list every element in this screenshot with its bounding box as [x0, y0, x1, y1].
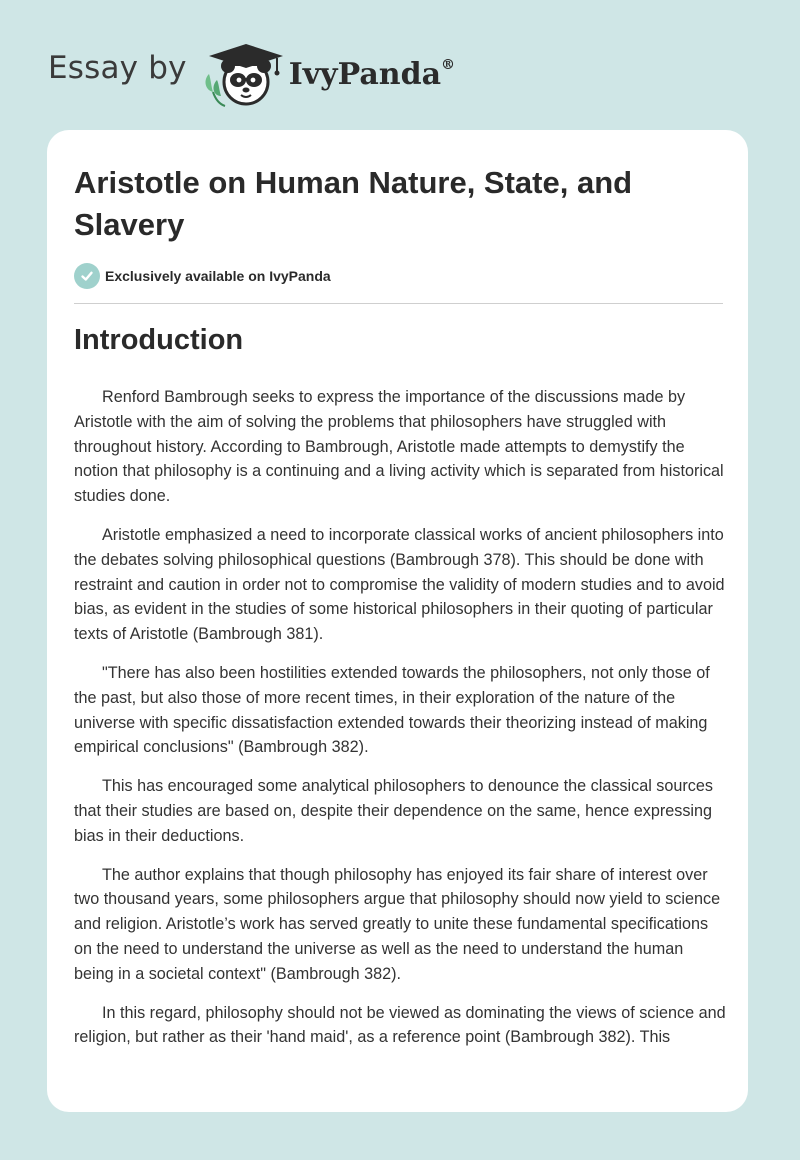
essay-body: [74, 385, 726, 1064]
paragraph: Renford Bambrough seeks to express the importance of the discussions made by Aristotle with the aim of solving the problems that philosophers have struggled with throughout history. According to Bambrough, Aristotle made attempts to demystify the notion that philosophy is a continuing and a living activity which is separated from historical studies done.: [74, 388, 724, 506]
exclusive-label: Exclusively available on IvyPanda: [105, 268, 331, 284]
brand-name-text: IvyPanda: [288, 56, 442, 92]
section-heading: Introduction: [74, 324, 244, 356]
essay-title: Aristotle on Human Nature, State, and Slavery: [74, 165, 633, 242]
registered-mark: ®: [441, 56, 456, 73]
paragraph: This has encouraged some analytical philosophers to denounce the classical sources that their studies are based on, despite their dependence on the same, hence expressing bias in their deductions.: [74, 777, 713, 845]
brand-name[interactable]: [289, 57, 455, 92]
panda-graduation-cap-icon[interactable]: [199, 36, 287, 108]
site-header: [48, 36, 455, 108]
essay-card: [47, 130, 748, 1112]
divider: [74, 303, 723, 304]
paragraph: Aristotle emphasized a need to incorporate classical works of ancient philosophers into the debates solving philosophical questions (Bambrough 378). This should be done with restraint and caution in order not to compromise the validity of modern studies and to avoid bias, as evident in the studies of some historical philosophers in their quoting of particular texts of Aristotle (Bambrough 381).: [74, 525, 725, 644]
exclusive-badge: [74, 263, 331, 289]
paragraph: The author explains that though philosophy has enjoyed its fair share of interest over two thousand years, some philosophers argue that philosophy should now yield to science and religion. Aristotle’s work has served greatly to unite these fundamental specifications on the need to understand the universe as well as the need to understand the human being in a societal context" (Bambrough 382).: [74, 865, 721, 983]
paragraph: "There has also been hostilities extended towards the philosophers, not only those of the past, but also those of more recent times, in their exploration of the nature of the universe with specific dissatisfaction extended towards their theorizing instead of making empirical conclusions" (Bambrough 382).: [74, 663, 710, 757]
essay-by-label: Essay by: [48, 50, 187, 86]
checkmark-icon: [74, 263, 100, 289]
paragraph: In this regard, philosophy should not be viewed as dominating the views of science and religion, but rather as their 'hand maid', as a reference point (Bambrough 382). This: [74, 1003, 726, 1047]
